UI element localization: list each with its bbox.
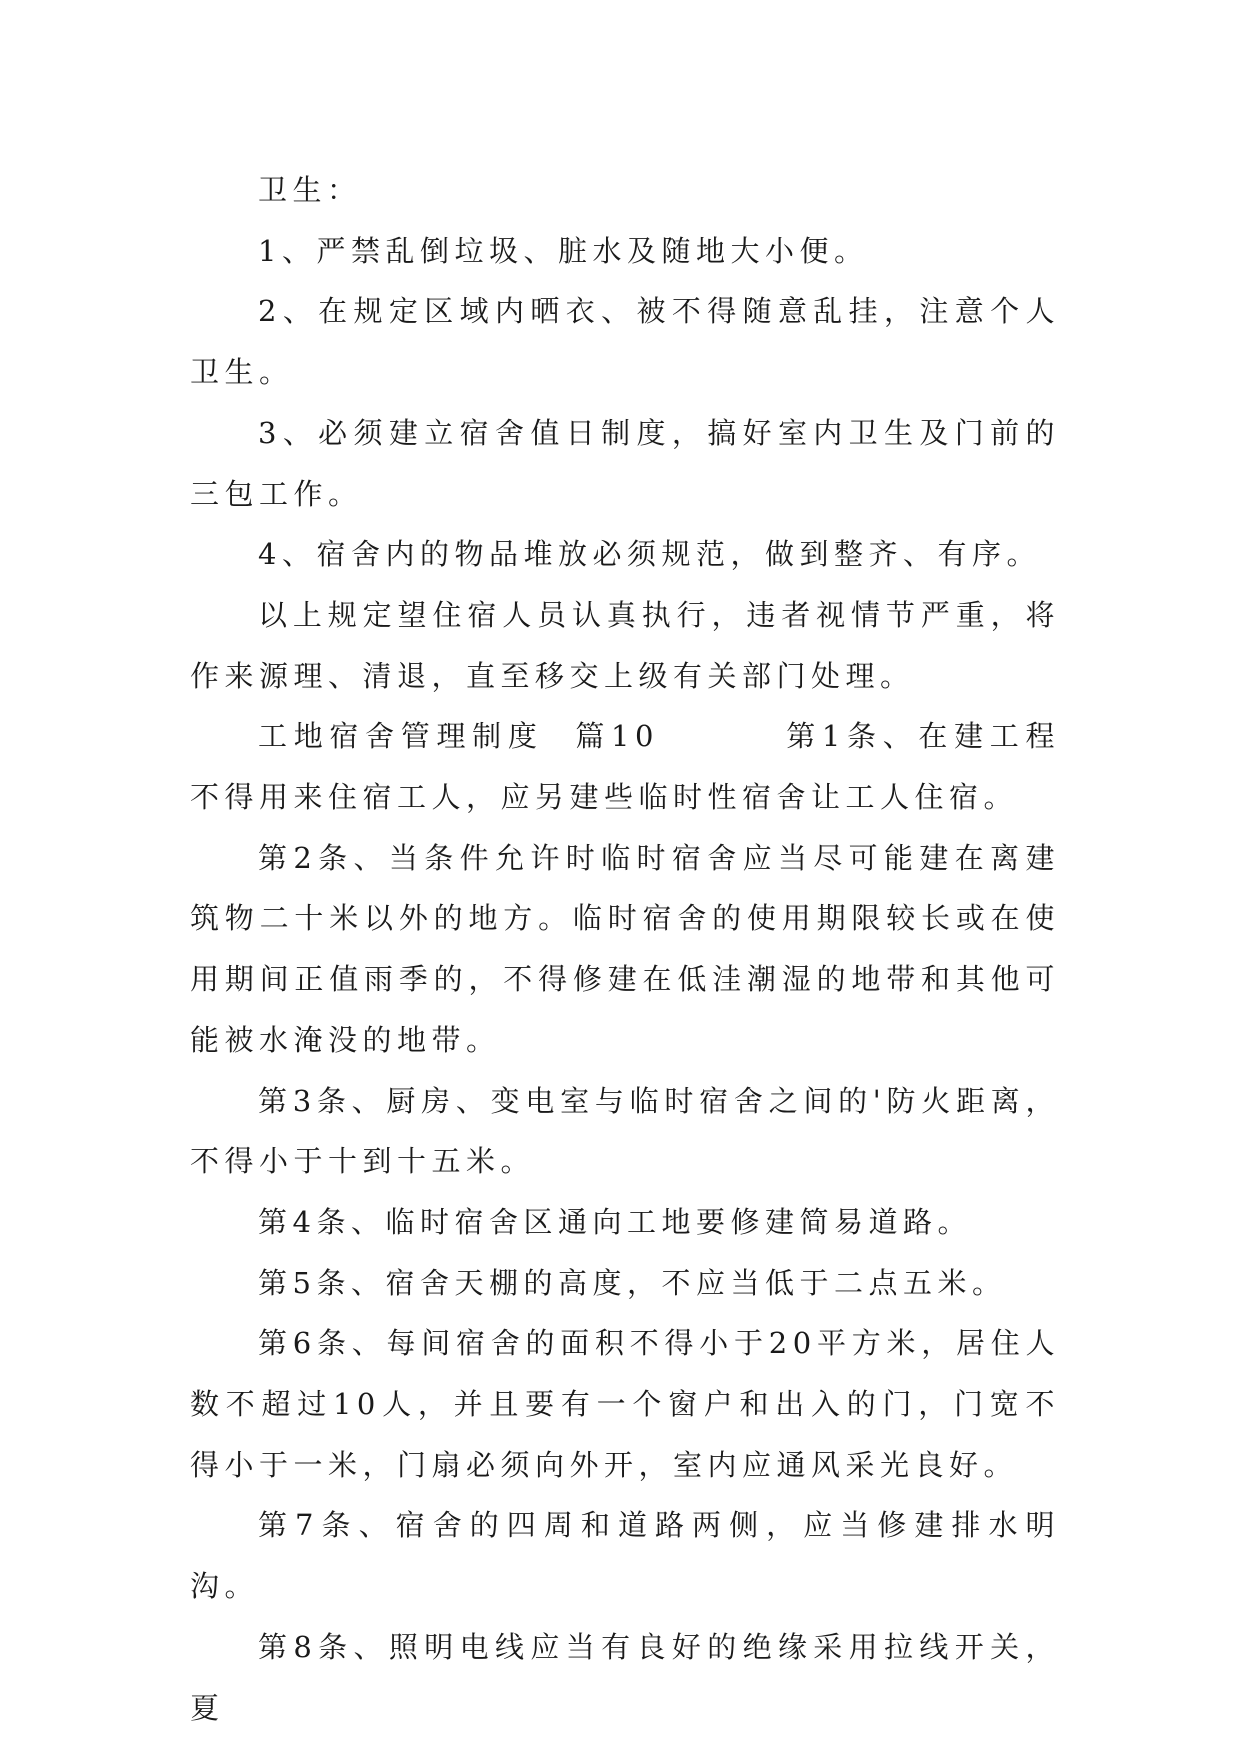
article-1: 工地宿舍管理制度 篇10 第1条、在建工程不得用来住宿工人，应另建些临时性宿舍让工人住宿。 (190, 719, 1060, 815)
article-5: 第5条、宿舍天棚的高度，不应当低于二点五米。 (258, 1265, 1007, 1300)
article-3: 第3条、厨房、变电室与临时宿舍之间的'防火距离，不得小于十到十五米。 (190, 1083, 1060, 1179)
article-8: 第8条、照明电线应当有良好的绝缘采用拉线开关，夏 (190, 1629, 1060, 1725)
article-2: 第2条、当条件允许时临时宿舍应当尽可能建在离建筑物二十米以外的地方。临时宿舍的使用期限较长或在使用期间正值雨季的，不得修建在低洼潮湿的地带和其他可能被水淹没的地带。 (190, 840, 1060, 1057)
rule-item-2: 2、在规定区域内晒衣、被不得随意乱挂，注意个人卫生。 (190, 294, 1060, 390)
article-4: 第4条、临时宿舍区通向工地要修建简易道路。 (258, 1204, 972, 1239)
rule-item-3: 3、必须建立宿舍值日制度，搞好室内卫生及门前的三包工作。 (190, 415, 1060, 511)
rule-item-4: 4、宿舍内的物品堆放必须规范，做到整齐、有序。 (258, 537, 1041, 572)
closing-paragraph: 以上规定望住宿人员认真执行，违者视情节严重，将作来源理、清退，直至移交上级有关部门处理。 (190, 597, 1060, 693)
article-7: 第7条、宿舍的四周和道路两侧，应当修建排水明沟。 (190, 1508, 1060, 1604)
article-6: 第6条、每间宿舍的面积不得小于20平方米，居住人数不超过10人，并且要有一个窗户和出入的门，门宽不得小于一米，门扇必须向外开，室内应通风采光良好。 (190, 1326, 1060, 1482)
document-body (190, 160, 1060, 1725)
section-heading-hygiene: 卫生： (258, 173, 362, 207)
rule-item-1: 1、严禁乱倒垃圾、脏水及随地大小便。 (258, 233, 869, 268)
